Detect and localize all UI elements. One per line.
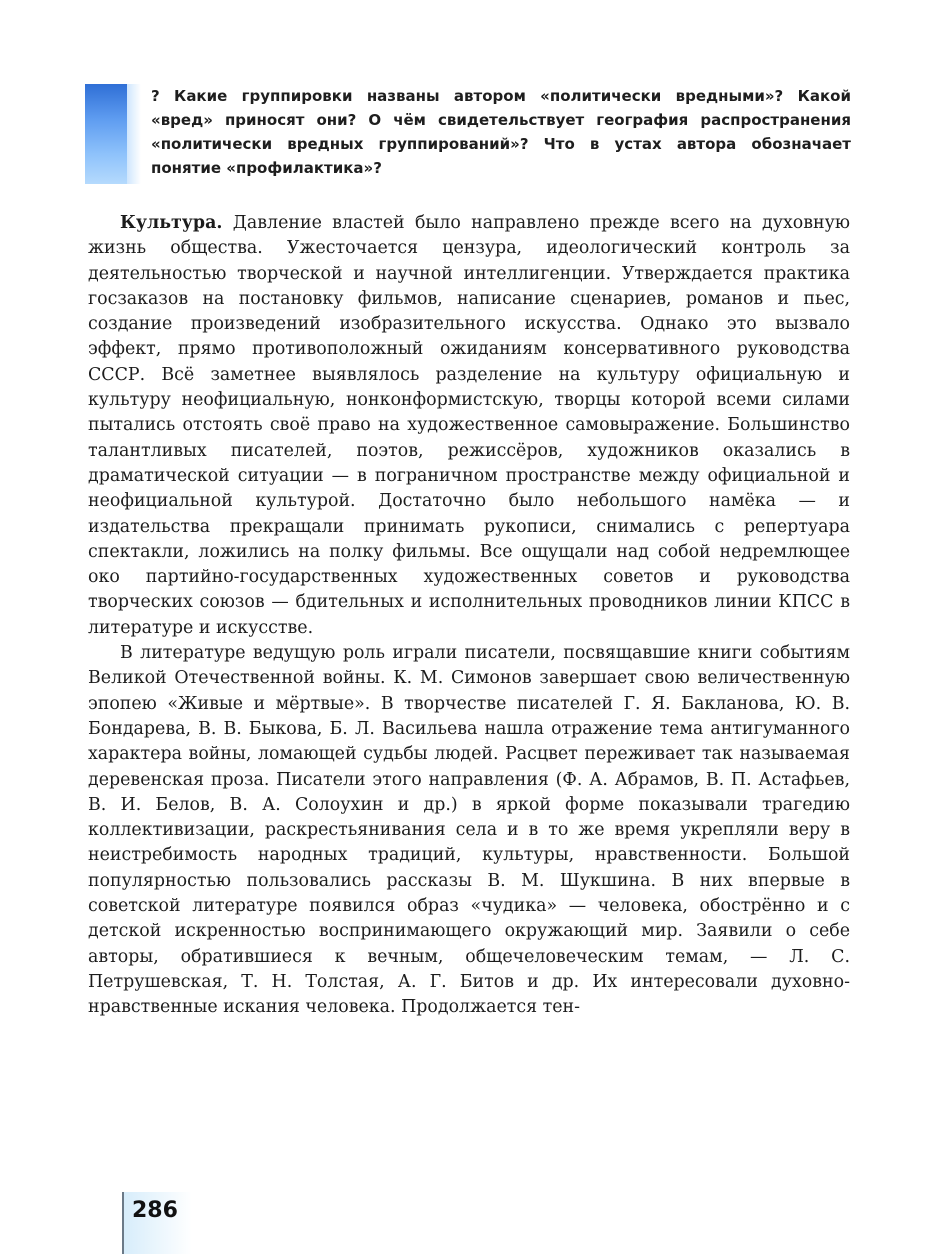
page-number: 286	[132, 1198, 178, 1223]
section-heading: Культура.	[120, 213, 223, 233]
question-text: ? Какие группировки названы автором «политически вредными»? Какой «вред» приносят они? О чём свидетельствует география распространения «политически вредных группирований»? Что в устах автора обозначает понятие «профилактика»?	[151, 87, 851, 177]
paragraph-culture	[88, 211, 850, 641]
main-text	[88, 211, 850, 1021]
paragraph-text: Давление властей было направлено прежде всего на духовную жизнь общества. Ужесточается цензура, идеологический контроль за деятельностью творческой и научной интеллигенции. Утверждается практика госзаказов на постановку фильмов, написание сценариев, романов и пьес, создание произведений изобразительного искусства. Однако это вызвало эффект, прямо противоположный ожиданиям консервативного руководства СССР. Всё заметнее выявлялось разделение на культуру официальную и культуру неофициальную, нонконформистскую, творцы которой всеми силами пытались отстоять своё право на художественное самовыражение. Большинство талантливых писателей, поэтов, режиссёров, художников оказались в драматической ситуации — в пограничном пространстве между официальной и неофициальной культурой. Достаточно было небольшого намёка — и издательства прекращали принимать рукописи, снимались с репертуара спектакли, ложились на полку фильмы. Все ощущали над собой недремлющее око партийно-государственных художественных советов и руководства творческих союзов — бдительных и исполнительных проводников линии КПСС в литературе и искусстве.	[88, 213, 850, 638]
question-accent-bar	[85, 84, 127, 184]
paragraph-literature: В литературе ведущую роль играли писатели, посвящавшие книги событиям Великой Отечественной войны. К. М. Симонов завершает свою величественную эпопею «Живые и мёртвые». В творчестве писателей Г. Я. Бакланова, Ю. В. Бондарева, В. В. Быкова, Б. Л. Васильева нашла отражение тема антигуманного характера войны, ломающей судьбы людей. Расцвет переживает так называемая деревенская проза. Писатели этого направления (Ф. А. Абрамов, В. П. Астафьев, В. И. Белов, В. А. Солоухин и др.) в яркой форме показывали трагедию коллективизации, раскрестьянивания села и в то же время укрепляли веру в неистребимость народных традиций, культуры, нравственности. Большой популярностью пользовались рассказы В. М. Шукшина. В них впервые в советской литературе появился образ «чудика» — человека, обострённо и с детской искренностью воспринимающего окружающий мир. Заявили о себе авторы, обратившиеся к вечным, общечеловеческим темам, — Л. С. Петрушевская, Т. Н. Толстая, А. Г. Битов и др. Их интересовали духовно-нравственные искания человека. Продолжается тен-	[88, 643, 850, 1018]
question-box	[85, 84, 855, 184]
page-number-tab	[122, 1192, 192, 1254]
